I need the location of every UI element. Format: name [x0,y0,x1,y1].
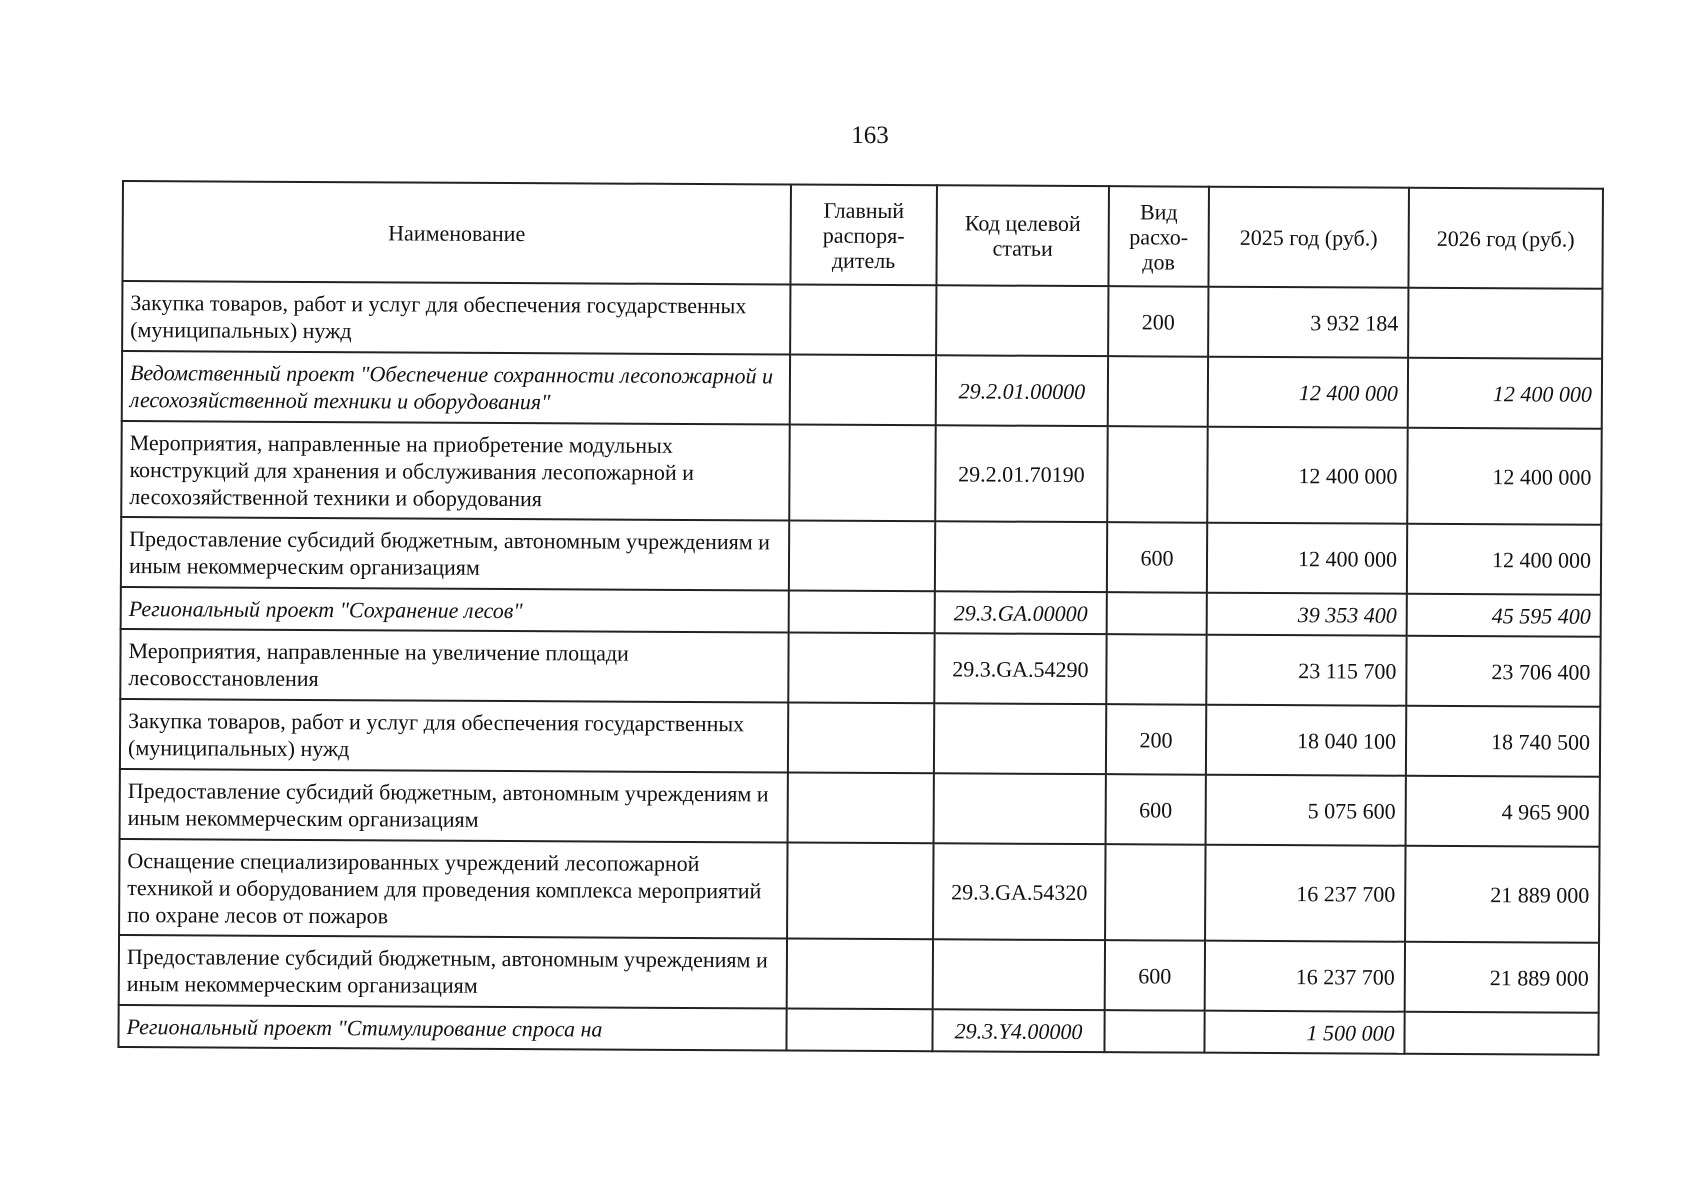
cell-manager [789,520,935,591]
cell-2025: 12 400 000 [1208,357,1408,428]
cell-name: Предоставление субсидий бюджетным, автономным учреждениям и иным некоммерческим организациям [120,769,788,842]
cell-name: Закупка товаров, работ и услуг для обеспечения государственных (муниципальных) нужд [122,281,790,354]
header-year-2025: 2025 год (руб.) [1208,187,1409,288]
cell-code [933,939,1105,1010]
cell-type [1106,634,1206,705]
cell-manager [787,842,934,939]
table-row [118,1005,1598,1055]
cell-2025: 23 115 700 [1206,635,1406,706]
cell-2026: 21 889 000 [1405,942,1599,1013]
cell-type: 200 [1108,286,1208,357]
table-row [119,935,1599,1013]
cell-manager [788,772,934,843]
table-row [121,517,1601,595]
cell-manager [790,285,936,356]
header-target-code: Код целевой статьи [936,185,1109,286]
cell-manager [790,355,936,426]
table-row [119,839,1599,943]
table-header [122,181,1603,289]
cell-type: 600 [1105,940,1205,1011]
cell-2026: 45 595 400 [1407,594,1601,637]
cell-type [1104,1010,1204,1053]
cell-name: Закупка товаров, работ и услуг для обеспечения государственных (муниципальных) нужд [120,699,788,772]
cell-name: Региональный проект "Сохранение лесов" [121,587,789,632]
table-row [122,351,1602,429]
cell-name: Ведомственный проект "Обеспечение сохранности лесопожарной и лесохозяйственной техники и оборудования" [122,351,790,424]
cell-manager [789,424,936,521]
cell-code: 29.3.GA.54290 [934,633,1106,704]
cell-manager [789,590,935,633]
cell-2025: 39 353 400 [1207,593,1407,636]
cell-name: Мероприятия, направленные на приобретение модульных конструкций для хранения и обслуживания лесопожарной и лесохозяйственной техники и оборудования [121,421,789,520]
cell-type [1108,356,1208,427]
cell-code [936,285,1108,356]
cell-2025: 16 237 700 [1205,845,1405,942]
cell-2026: 12 400 000 [1407,428,1601,525]
cell-code: 29.3.GA.00000 [935,591,1107,634]
cell-type [1107,592,1207,635]
cell-type: 600 [1107,522,1207,593]
cell-2026: 4 965 900 [1406,776,1600,847]
cell-2025: 5 075 600 [1206,775,1406,846]
cell-code: 29.3.Y4.00000 [932,1009,1104,1052]
cell-manager [788,632,934,703]
cell-2026: 18 740 500 [1406,706,1600,777]
cell-name: Предоставление субсидий бюджетным, автономным учреждениям и иным некоммерческим организациям [119,935,787,1008]
cell-manager [786,1008,932,1051]
cell-2025: 3 932 184 [1208,287,1408,358]
cell-code [935,521,1107,592]
header-row [122,181,1603,289]
cell-2025: 1 500 000 [1204,1011,1404,1054]
cell-manager [788,702,934,773]
table-row [120,629,1600,707]
table-row [122,281,1602,359]
cell-name: Оснащение специализированных учреждений лесопожарной техникой и оборудованием для проведения комплекса мероприятий по охране лесов от пожаров [119,839,787,938]
table-row [120,769,1600,847]
cell-2026: 12 400 000 [1408,358,1602,429]
header-name: Наименование [122,181,791,284]
cell-code: 29.3.GA.54320 [933,843,1106,940]
cell-name: Региональный проект "Стимулирование спроса на [118,1005,786,1050]
cell-2026: 21 889 000 [1405,846,1600,943]
header-expense-type: Вид расхо-дов [1108,186,1209,287]
cell-2025: 12 400 000 [1207,523,1407,594]
cell-2026 [1404,1012,1598,1055]
cell-type: 600 [1106,774,1206,845]
page-number: 163 [851,122,889,149]
cell-2026: 23 706 400 [1406,636,1600,707]
cell-name: Предоставление субсидий бюджетным, автономным учреждениям и иным некоммерческим организациям [121,517,789,590]
cell-type: 200 [1106,704,1206,775]
cell-2025: 12 400 000 [1207,427,1407,524]
cell-code [934,773,1106,844]
table-row [120,699,1600,777]
cell-code [934,703,1106,774]
cell-2025: 18 040 100 [1206,705,1406,776]
cell-manager [787,938,933,1009]
cell-code: 29.2.01.70190 [935,425,1108,522]
table-row [121,421,1601,525]
cell-2026: 12 400 000 [1407,524,1601,595]
cell-2026 [1408,288,1602,359]
cell-2025: 16 237 700 [1205,941,1405,1012]
cell-name: Мероприятия, направленные на увеличение площади лесовосстановления [120,629,788,702]
header-main-manager: Главный распоря-дитель [790,185,937,286]
cell-type [1107,426,1208,523]
table-body [118,281,1602,1055]
cell-code: 29.2.01.00000 [936,355,1108,426]
cell-type [1105,844,1206,941]
budget-table [117,180,1604,1056]
header-year-2026: 2026 год (руб.) [1408,188,1603,289]
